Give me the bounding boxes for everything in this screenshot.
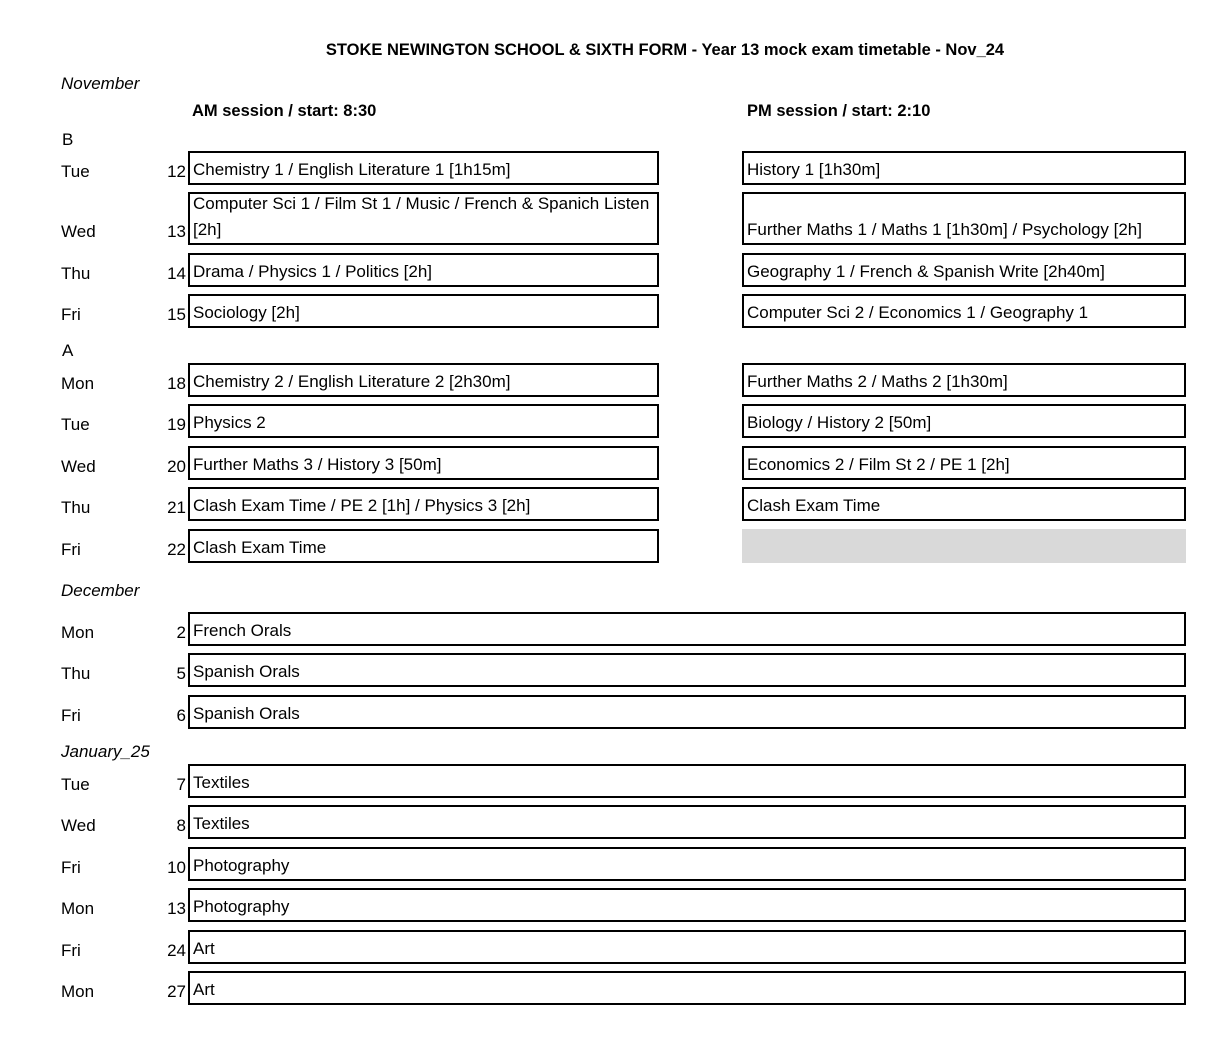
date-label: 20	[167, 457, 186, 476]
am-exam-cell	[188, 446, 659, 480]
am-exam-cell	[188, 192, 659, 245]
day-label: Fri	[61, 941, 81, 960]
day-label: Thu	[61, 264, 91, 283]
date-label: 19	[167, 415, 186, 434]
date-label: 5	[176, 664, 186, 683]
date-label: 7	[176, 775, 186, 794]
exam-text: Chemistry 1 / English Literature 1 [1h15m]	[193, 160, 511, 179]
pm-exam-cell	[742, 363, 1186, 397]
day-label: Tue	[61, 775, 90, 794]
pm-exam-cell	[742, 253, 1186, 287]
date-label: 15	[167, 305, 186, 324]
day-label: Tue	[61, 162, 90, 181]
exam-text: Clash Exam Time / PE 2 [1h] / Physics 3 [2h]	[193, 496, 531, 515]
date-label: 14	[167, 264, 186, 283]
day-label: Thu	[61, 498, 91, 517]
am-session-header: AM session / start: 8:30	[192, 102, 377, 120]
date-label: 2	[176, 623, 186, 642]
pm-exam-cell	[742, 151, 1186, 185]
full-day-exam-cell	[188, 930, 1186, 964]
exam-text: Computer Sci 1 / Film St 1 / Music / French & Spanich Listen [2h]	[193, 194, 650, 239]
exam-text: Photography	[193, 897, 290, 916]
exam-text: Sociology [2h]	[193, 303, 300, 322]
pm-exam-cell	[742, 192, 1186, 245]
date-label: 27	[167, 982, 186, 1001]
exam-text: Physics 2	[193, 413, 266, 432]
day-label: Fri	[61, 706, 81, 725]
day-label: Thu	[61, 664, 91, 683]
exam-text: Geography 1 / French & Spanish Write [2h40m]	[747, 262, 1105, 281]
date-label: 13	[167, 899, 186, 918]
exam-text: Art	[193, 980, 215, 999]
exam-text: Further Maths 1 / Maths 1 [1h30m] / Psychology [2h]	[747, 220, 1142, 239]
day-label: Mon	[61, 374, 95, 393]
day-label: Fri	[61, 858, 81, 877]
exam-text: Biology / History 2 [50m]	[747, 413, 932, 432]
pm-exam-cell	[742, 446, 1186, 480]
exam-text: Drama / Physics 1 / Politics [2h]	[193, 262, 433, 281]
day-label: Mon	[61, 982, 95, 1001]
date-label: 6	[176, 706, 186, 725]
exam-text: Clash Exam Time	[193, 538, 327, 557]
day-label: Tue	[61, 415, 90, 434]
full-day-exam-cell	[188, 847, 1186, 881]
exam-text: Spanish Orals	[193, 662, 300, 681]
month-label-january: January_25	[61, 742, 150, 761]
full-day-exam-cell	[188, 653, 1186, 687]
pm-exam-cell	[742, 294, 1186, 328]
full-day-exam-cell	[188, 971, 1186, 1005]
date-label: 13	[167, 222, 186, 241]
exam-text: Further Maths 3 / History 3 [50m]	[193, 455, 442, 474]
full-day-exam-cell	[188, 695, 1186, 729]
pm-exam-cell-empty	[742, 529, 1186, 563]
day-label: Wed	[61, 457, 96, 476]
date-label: 22	[167, 540, 186, 559]
am-exam-cell	[188, 151, 659, 185]
exam-text: Computer Sci 2 / Economics 1 / Geography 1	[747, 303, 1089, 322]
week-label-b: B	[62, 130, 74, 149]
day-label: Fri	[61, 540, 81, 559]
day-label: Mon	[61, 623, 95, 642]
exam-text: History 1 [1h30m]	[747, 160, 881, 179]
am-exam-cell	[188, 294, 659, 328]
exam-text: Economics 2 / Film St 2 / PE 1 [2h]	[747, 455, 1010, 474]
full-day-exam-cell	[188, 888, 1186, 922]
pm-session-header: PM session / start: 2:10	[747, 102, 931, 120]
am-exam-cell	[188, 253, 659, 287]
pm-exam-cell	[742, 404, 1186, 438]
pm-exam-cell	[742, 487, 1186, 521]
day-label: Fri	[61, 305, 81, 324]
am-exam-cell	[188, 404, 659, 438]
exam-text: Textiles	[193, 773, 250, 792]
date-label: 18	[167, 374, 186, 393]
am-exam-cell	[188, 529, 659, 563]
am-exam-cell	[188, 487, 659, 521]
date-label: 21	[167, 498, 186, 517]
exam-text: Further Maths 2 / Maths 2 [1h30m]	[747, 372, 1008, 391]
date-label: 12	[167, 162, 186, 181]
exam-text: Chemistry 2 / English Literature 2 [2h30m]	[193, 372, 511, 391]
exam-text: Art	[193, 939, 215, 958]
day-label: Wed	[61, 816, 96, 835]
exam-text: French Orals	[193, 621, 292, 640]
full-day-exam-cell	[188, 612, 1186, 646]
am-exam-cell	[188, 363, 659, 397]
day-label: Wed	[61, 222, 96, 241]
week-label-a: A	[62, 341, 74, 360]
exam-text: Spanish Orals	[193, 704, 300, 723]
exam-text: Photography	[193, 856, 290, 875]
full-day-exam-cell	[188, 805, 1186, 839]
exam-text: Textiles	[193, 814, 250, 833]
day-label: Mon	[61, 899, 95, 918]
full-day-exam-cell	[188, 764, 1186, 798]
month-label-december: December	[61, 581, 140, 600]
date-label: 10	[167, 858, 186, 877]
page-title: STOKE NEWINGTON SCHOOL & SIXTH FORM - Year 13 mock exam timetable - Nov_24	[325, 41, 1005, 59]
date-label: 8	[176, 816, 186, 835]
exam-text: Clash Exam Time	[747, 496, 881, 515]
date-label: 24	[167, 941, 186, 960]
month-label-november: November	[61, 74, 140, 93]
